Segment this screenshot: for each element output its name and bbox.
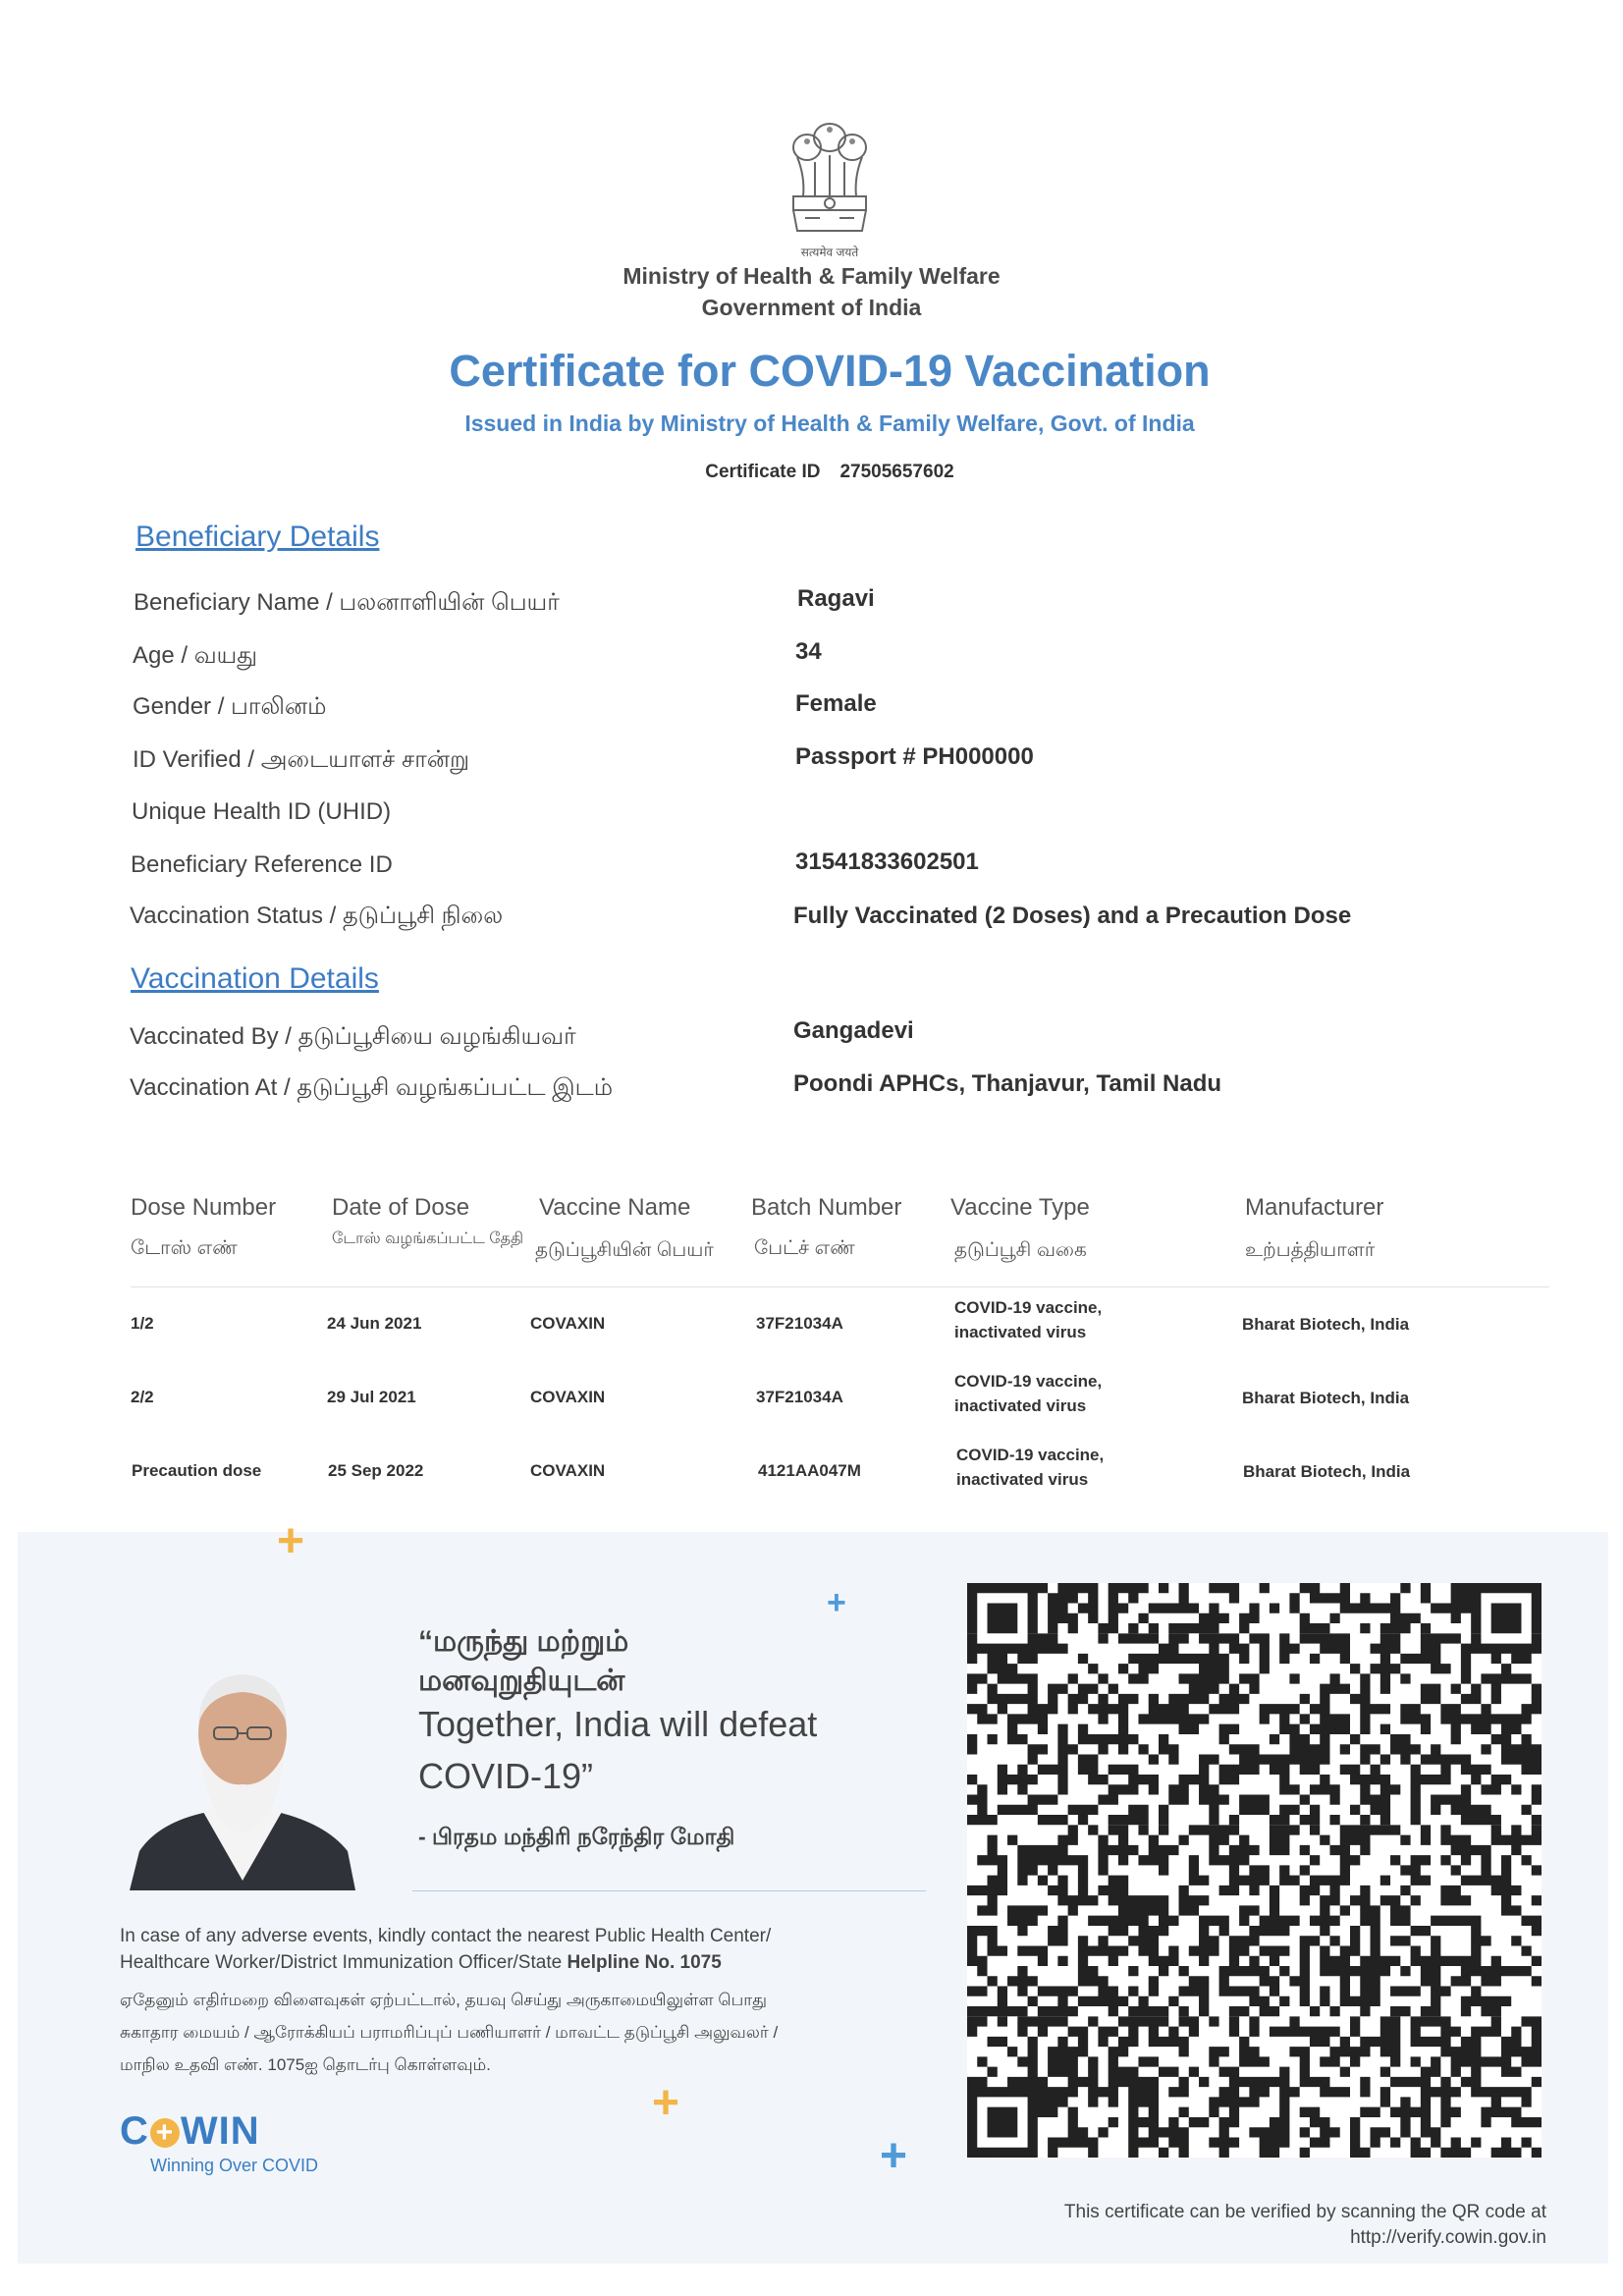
header-date-of-dose: Date of Dose <box>332 1194 470 1221</box>
cell-date: 29 Jul 2021 <box>327 1388 416 1406</box>
cell-type-line1: COVID-19 vaccine, <box>956 1446 1105 1464</box>
helpline-number: Helpline No. 1075 <box>567 1952 722 1973</box>
label-age: Age / வயது <box>133 642 258 669</box>
quote-divider <box>412 1890 926 1891</box>
header-vaccine-name-ta: தடுப்பூசியின் பெயர் <box>535 1239 714 1261</box>
verify-url[interactable]: http://verify.cowin.gov.in <box>1350 2227 1546 2248</box>
header-batch-number-ta: பேட்ச் எண் <box>754 1237 855 1259</box>
value-age: 34 <box>795 638 822 665</box>
value-id-verified: Passport # PH000000 <box>795 743 1034 770</box>
header-vaccine-type-ta: தடுப்பூசி வகை <box>954 1239 1087 1261</box>
cowin-logo-win: WIN <box>180 2109 260 2153</box>
cell-batch: 4121AA047M <box>758 1461 861 1480</box>
cell-manufacturer: Bharat Biotech, India <box>1242 1315 1410 1334</box>
header-dose-number: Dose Number <box>131 1194 277 1221</box>
value-vaccinated-by: Gangadevi <box>793 1017 914 1044</box>
verify-line1: This certificate can be verified by scanning the QR code at <box>1063 2202 1546 2222</box>
cell-manufacturer: Bharat Biotech, India <box>1243 1462 1411 1481</box>
verify-note <box>884 2200 1546 2251</box>
quote-english-line2: COVID-19” <box>418 1756 594 1796</box>
cell-type-line1: COVID-19 vaccine, <box>954 1372 1103 1391</box>
value-reference-id: 31541833602501 <box>795 848 979 875</box>
adverse-ta-line2: சுகாதார மையம் / ஆரோக்கியப் பராமரிப்புப் பணியாளர் / மாவட்ட தடுப்பூசி அலுவலர் / <box>120 2023 779 2042</box>
emblem-caption: सत्यमेव जयते <box>800 246 859 259</box>
quote-tamil-line1: “மருந்து மற்றும் <box>418 1625 629 1658</box>
label-uhid: Unique Health ID (UHID) <box>132 798 392 825</box>
label-gender: Gender / பாலினம் <box>133 693 327 720</box>
cell-type-line2: inactivated virus <box>954 1323 1087 1341</box>
cell-type-line1: COVID-19 vaccine, <box>954 1298 1103 1317</box>
beneficiary-details-heading: Beneficiary Details <box>135 520 380 553</box>
decorative-plus-icon: + <box>277 1515 305 1567</box>
header-manufacturer: Manufacturer <box>1245 1194 1384 1221</box>
label-vaccinated-by: Vaccinated By / தடுப்பூசியை வழங்கியவர் <box>130 1023 576 1050</box>
qr-modules <box>967 1583 1542 2158</box>
vaccination-details-heading: Vaccination Details <box>131 962 379 995</box>
label-beneficiary-name: Beneficiary Name / பலனாளியின் பெயர் <box>134 589 560 616</box>
cowin-logo-c: C <box>120 2109 149 2153</box>
cell-date: 24 Jun 2021 <box>327 1314 422 1333</box>
cell-dose: 1/2 <box>131 1314 154 1333</box>
adverse-line1: In case of any adverse events, kindly contact the nearest Public Health Center/ <box>120 1926 772 1946</box>
adverse-events-tamil <box>120 1984 945 2081</box>
cell-vaccine: COVAXIN <box>530 1461 606 1480</box>
header-vaccine-type: Vaccine Type <box>950 1194 1090 1221</box>
national-emblem-icon <box>776 108 884 246</box>
header-date-of-dose-ta: டோஸ் வழங்கப்பட்ட தேதி <box>332 1230 524 1247</box>
government-name: Government of India <box>701 295 922 320</box>
cowin-tagline: Winning Over COVID <box>150 2156 319 2175</box>
header-vaccine-name: Vaccine Name <box>539 1194 691 1221</box>
cell-vaccine: COVAXIN <box>530 1314 606 1333</box>
label-reference-id: Beneficiary Reference ID <box>131 851 393 878</box>
table-header-divider <box>131 1286 1549 1287</box>
adverse-events-english <box>120 1923 945 1976</box>
header-batch-number: Batch Number <box>751 1194 902 1221</box>
quote-attribution: - பிரதம மந்திரி நரேந்திர மோதி <box>418 1824 735 1849</box>
adverse-ta-line3: மாநில உதவி எண். 1075ஐ தொடர்பு கொள்ளவும். <box>120 2055 491 2074</box>
quote-english-line1: Together, India will defeat <box>418 1704 818 1744</box>
label-vaccination-at: Vaccination At / தடுப்பூசி வழங்கப்பட்ட இடம் <box>130 1074 613 1101</box>
cowin-logo <box>120 2109 260 2154</box>
cell-manufacturer: Bharat Biotech, India <box>1242 1389 1410 1407</box>
adverse-ta-line1: ஏதேனும் எதிர்மறை விளைவுகள் ஏற்பட்டால், தயவு செய்து அருகாமையிலுள்ள பொது <box>120 1991 767 2009</box>
verification-qr-code[interactable] <box>967 1583 1542 2158</box>
cell-batch: 37F21034A <box>756 1388 843 1406</box>
header-manufacturer-ta: உற்பத்தியாளர் <box>1245 1239 1376 1261</box>
cell-batch: 37F21034A <box>756 1314 843 1333</box>
cell-date: 25 Sep 2022 <box>328 1461 424 1480</box>
cell-vaccine: COVAXIN <box>530 1388 606 1406</box>
value-vaccination-at: Poondi APHCs, Thanjavur, Tamil Nadu <box>793 1070 1222 1097</box>
issued-by-line: Issued in India by Ministry of Health & Family Welfare, Govt. of India <box>464 410 1195 436</box>
value-vaccination-status: Fully Vaccinated (2 Doses) and a Precaution Dose <box>793 902 1352 929</box>
certificate-id-label: Certificate ID <box>705 462 821 482</box>
cell-type-line2: inactivated virus <box>956 1470 1089 1489</box>
ministry-name: Ministry of Health & Family Welfare <box>622 263 1001 289</box>
value-beneficiary-name: Ragavi <box>797 585 875 612</box>
certificate-id-value: 27505657602 <box>839 462 954 482</box>
label-id-verified: ID Verified / அடையாளச் சான்று <box>133 746 470 773</box>
header-dose-number-ta: டோஸ் எண் <box>131 1237 238 1259</box>
cell-type-line2: inactivated virus <box>954 1396 1087 1415</box>
value-gender: Female <box>795 690 877 717</box>
label-vaccination-status: Vaccination Status / தடுப்பூசி நிலை <box>130 902 504 929</box>
decorative-plus-icon: + <box>827 1584 846 1621</box>
cell-dose: Precaution dose <box>132 1461 262 1480</box>
quote-tamil-line2: மனவுறுதியுடன் <box>418 1665 625 1697</box>
decorative-plus-icon: + <box>652 2077 680 2129</box>
cell-dose: 2/2 <box>131 1388 154 1406</box>
adverse-line2: Healthcare Worker/District Immunization Officer/State <box>120 1952 563 1973</box>
decorative-plus-icon: + <box>880 2130 908 2182</box>
prime-minister-photo <box>120 1655 365 1890</box>
certificate-title: Certificate for COVID-19 Vaccination <box>449 346 1211 396</box>
certificate-id <box>0 462 1623 483</box>
cowin-logo-plus-icon: + <box>150 2118 180 2148</box>
